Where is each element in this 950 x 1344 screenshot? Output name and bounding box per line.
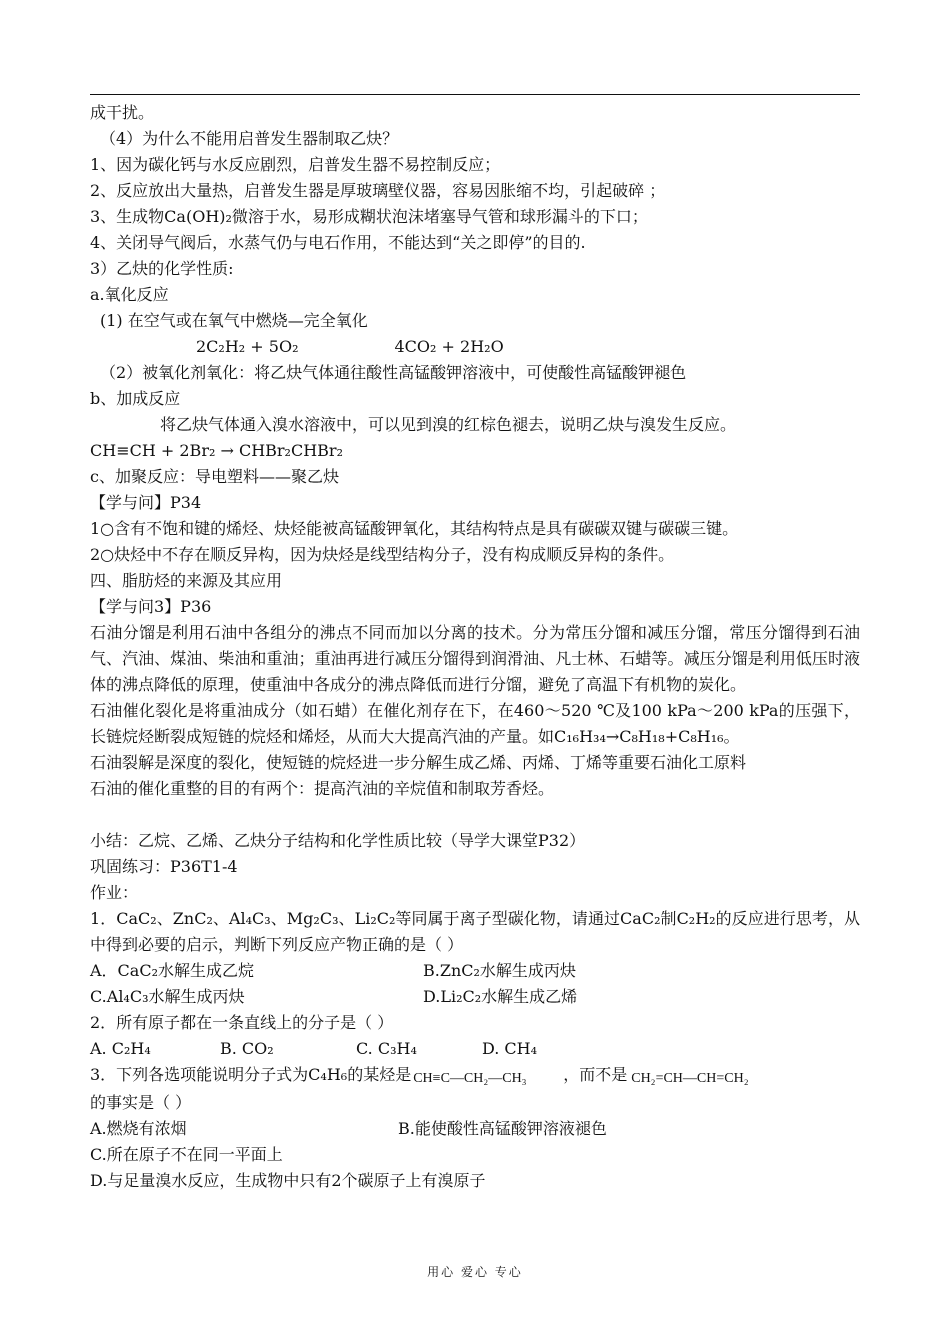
equation-right: 4CO₂ + 2H₂O — [394, 337, 504, 356]
question-3-options-row — [90, 1116, 860, 1142]
homework-heading: 作业： — [90, 883, 139, 902]
question-1-options-row — [90, 984, 860, 1010]
text-line: 2、反应放出大量热，启普发生器是厚玻璃壁仪器，容易因胀缩不均，引起破碎 ； — [90, 181, 666, 200]
question-3-stem-middle: ，而不是 — [563, 1065, 628, 1084]
option-d: D.与足量溴水反应，生成物中只有2个碳原子上有溴原子 — [90, 1171, 486, 1190]
section-heading: 【学与问3】P36 — [90, 597, 212, 616]
text-line: 3、生成物Ca(OH)₂微溶于水，易形成糊状泡沫堵塞导气管和球形漏斗的下口； — [90, 207, 648, 226]
paragraph-reforming: 石油的催化重整的目的有两个：提高汽油的辛烷值和制取芳香烃。 — [90, 779, 555, 798]
option-a: A．CaC₂水解生成乙烷 — [90, 961, 254, 980]
equation-left: 2C₂H₂ + 5O₂ — [196, 337, 299, 356]
question-2-stem: 2．所有原子都在一条直线上的分子是（ ） — [90, 1013, 394, 1032]
page-footer: 用心 爱心 专心 — [427, 1265, 523, 1279]
option-c: C.Al₄C₃水解生成丙炔 — [90, 987, 245, 1006]
question-2-options-row — [90, 1036, 860, 1062]
question-heading: （4）为什么不能用启普发生器制取乙炔？ — [100, 129, 399, 148]
question-3-stem — [90, 1062, 860, 1090]
subsection-heading: a.氧化反应 — [90, 285, 169, 304]
paragraph-fractionation: 石油分馏是利用石油中各组分的沸点不同而加以分离的技术。分为常压分馏和减压分馏，常压分馏得到石油气、汽油、煤油、柴油和重油；重油再进行减压分馏得到润滑油、凡士林、石蜡等。减压分馏是利用低压时液体的沸点降低的原理，使重油中各成分的沸点降低而进行分馏，避免了高温下有机物的炭化。 — [90, 623, 860, 694]
paragraph-pyrolysis: 石油裂解是深度的裂化，使短链的烷烃进一步分解生成乙烯、丙烯、丁烯等重要石油化工原料 — [90, 753, 747, 772]
subsection-heading: c、加聚反应：导电塑料——聚乙炔 — [90, 467, 339, 486]
text-line: (1) 在空气或在氧气中燃烧—完全氧化 — [100, 311, 368, 330]
butadiene-structure: CH₂=CH—CH=CH₂ — [631, 1071, 749, 1086]
subsection-heading: b、加成反应 — [90, 389, 181, 408]
practice-line: 巩固练习：P36T1-4 — [90, 857, 238, 876]
option-d: D.Li₂C₂水解生成乙烯 — [423, 987, 578, 1006]
text-line: 将乙炔气体通入溴水溶液中，可以见到溴的红棕色褪去，说明乙炔与溴发生反应。 — [160, 415, 737, 434]
summary-line: 小结：乙烷、乙烯、乙炔分子结构和化学性质比较（导学大课堂P32） — [90, 831, 586, 850]
header-rule — [90, 94, 860, 95]
document-body — [90, 100, 860, 1194]
section-heading: 【学与问】P34 — [90, 493, 202, 512]
option-b: B. CO₂ — [220, 1039, 274, 1058]
question-1-options-row — [90, 958, 860, 984]
option-a: A. C₂H₄ — [90, 1039, 151, 1058]
option-c: C. C₃H₄ — [356, 1039, 417, 1058]
combustion-equation — [90, 334, 860, 360]
blank-line — [90, 802, 860, 828]
option-a: A.燃烧有浓烟 — [90, 1119, 187, 1138]
text-line: 1、因为碳化钙与水反应剧烈，启普发生器不易控制反应； — [90, 155, 501, 174]
section-heading: 四、脂肪烃的来源及其应用 — [90, 571, 283, 590]
paragraph-cracking: 石油催化裂化是将重油成分（如石蜡）在催化剂存在下，在460～520 ℃及100 kPa～200 kPa的压强下，长链烷烃断裂成短链的烷烃和烯烃，从而大大提高汽油的产量。如C₁₆H₃₄→C₈H₁₈+C₈H₁₆。 — [90, 701, 860, 746]
option-d: D. CH₄ — [482, 1039, 538, 1058]
question-3-stem-end: 的事实是（ ） — [90, 1093, 192, 1112]
question-3-stem-start: 3．下列各选项能说明分子式为C₄H₆的某烃是 — [90, 1065, 412, 1084]
question-1-stem: 1．CaC₂、ZnC₂、Al₄C₃、Mg₂C₃、Li₂C₂等同属于离子型碳化物，请通过CaC₂制C₂H₂的反应进行思考，从中得到必要的启示，判断下列反应产物正确的是（ ） — [90, 909, 860, 954]
addition-equation: CH≡CH + 2Br₂ → CHBr₂CHBr₂ — [90, 441, 343, 460]
text-line: （2）被氧化剂氧化：将乙炔气体通往酸性高锰酸钾溶液中，可使酸性高锰酸钾褪色 — [100, 363, 687, 382]
option-b: B.ZnC₂水解生成丙炔 — [423, 961, 576, 980]
section-heading: 3）乙炔的化学性质: — [90, 259, 234, 278]
option-b: B.能使酸性高锰酸钾溶液褪色 — [398, 1119, 607, 1138]
text-line: 4、关闭导气阀后，水蒸气仍与电石作用，不能达到“关之即停”的目的. — [90, 233, 586, 252]
text-line: 2○炔烃中不存在顺反异构，因为炔烃是线型结构分子，没有构成顺反异构的条件。 — [90, 545, 675, 564]
butyne-structure: CH≡C—CH₂—CH₃ — [413, 1071, 527, 1086]
text-line: 1○含有不饱和键的烯烃、炔烃能被高锰酸钾氧化，其结构特点是具有碳碳双键与碳碳三键。 — [90, 519, 739, 538]
text-line: 成干扰。 — [90, 103, 155, 122]
option-c: C.所在原子不在同一平面上 — [90, 1145, 283, 1164]
